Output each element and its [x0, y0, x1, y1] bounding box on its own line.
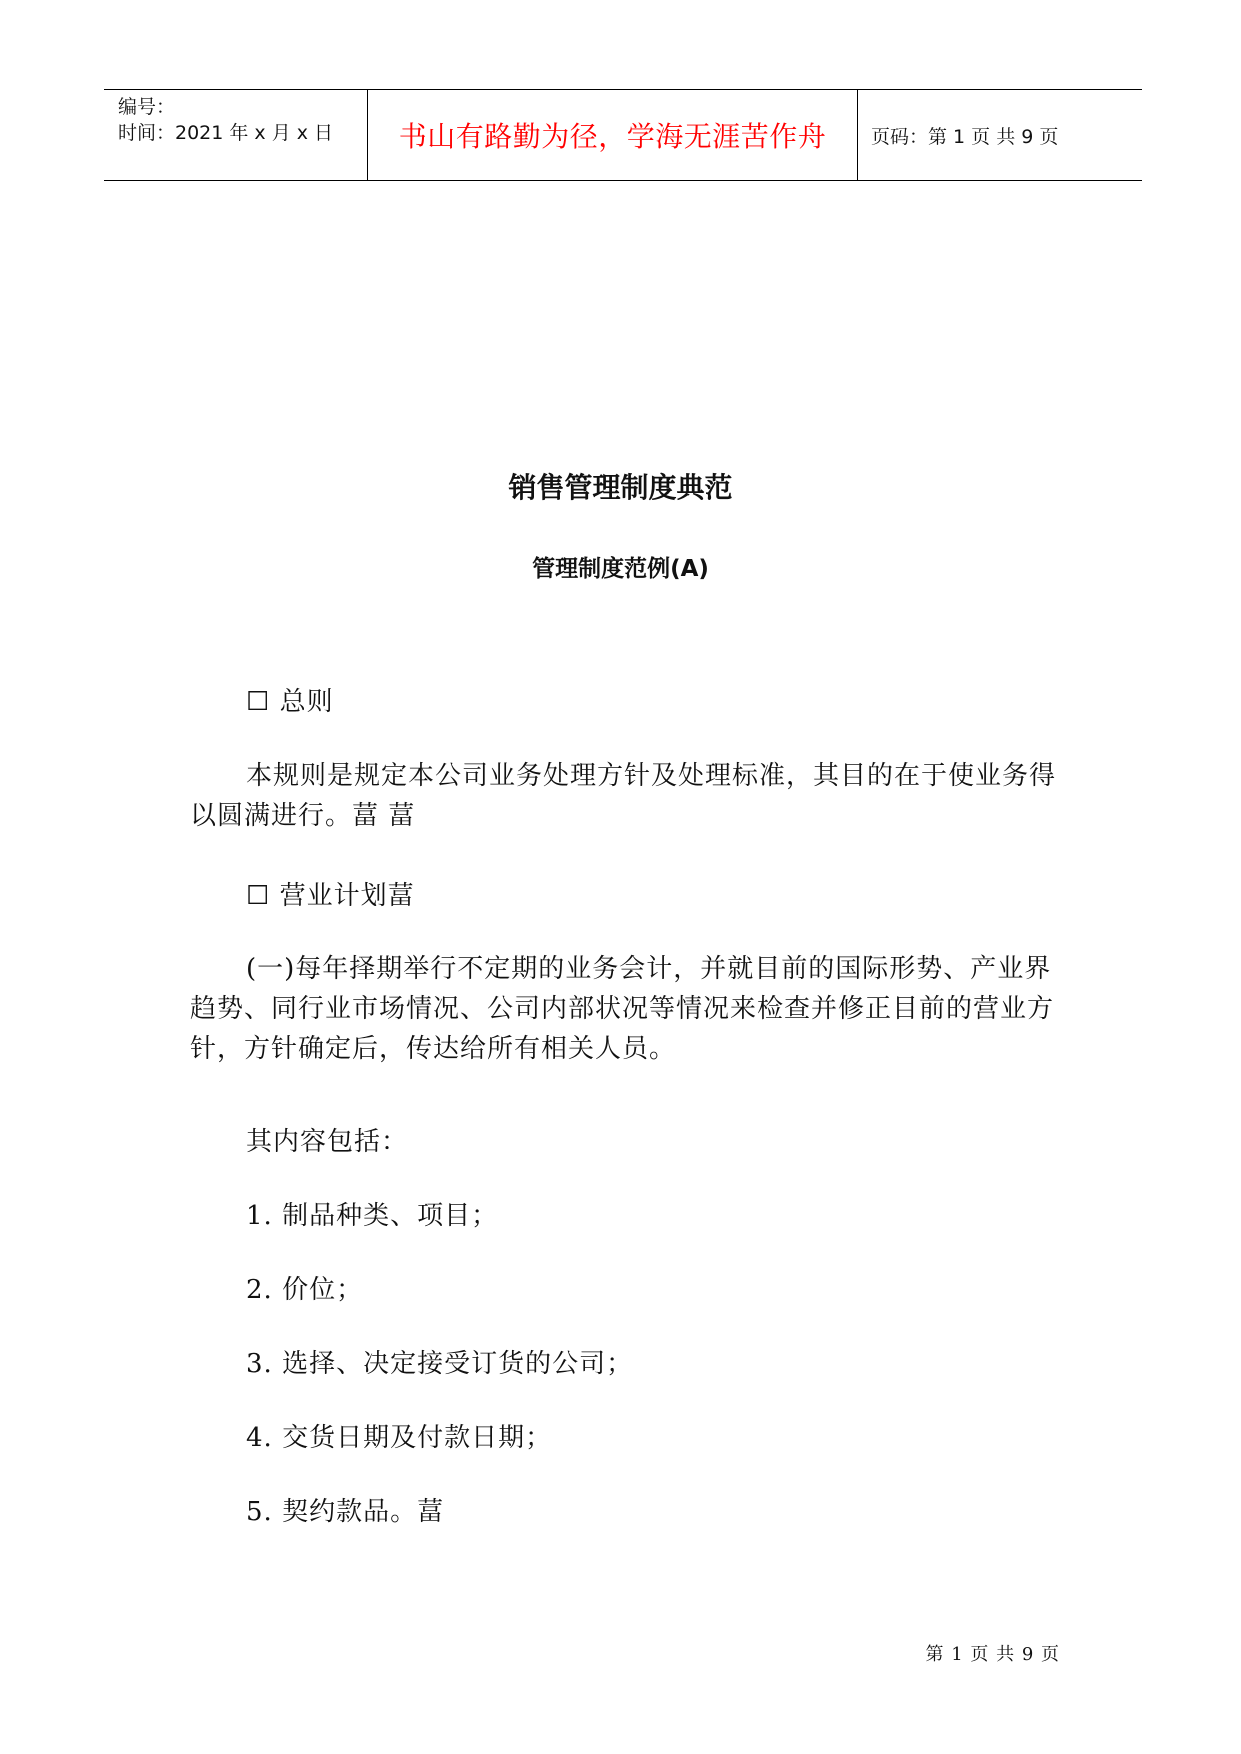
document-title: 销售管理制度典范 [508, 471, 733, 504]
footer-page-number: 第 1 页 共 9 页 [925, 1644, 1060, 1665]
motto-text: 书山有路勤为径，学海无涯苦作舟 [398, 120, 827, 153]
list-item: 4. 交货日期及付款日期； [246, 1423, 553, 1453]
list-item: 2. 价位； [246, 1275, 364, 1305]
content-intro: 其内容包括： [246, 1127, 409, 1157]
header-page-cell [858, 90, 1142, 180]
list-item: 1. 制品种类、项目； [246, 1201, 499, 1231]
header-meta-cell [104, 90, 368, 180]
section2-heading: ☐ 营业计划葍 [246, 881, 415, 911]
header-motto-cell [368, 90, 858, 180]
header-page-info: 页码：第 1 页 共 9 页 [871, 125, 1059, 148]
section1-paragraph: 本规则是规定本公司业务处理方针及处理标准，其目的在于使业务得以圆满进行。葍 葍 [190, 761, 1057, 831]
section1-heading: ☐ 总则 [246, 687, 334, 717]
list-item: 5. 契约款品。葍 [246, 1497, 445, 1527]
section2-paragraph: (一)每年择期举行不定期的业务会计，并就目前的国际形势、产业界趋势、同行业市场情况、公司内部状况等情况来检查并修正目前的营业方针，方针确定后，传达给所有相关人员。 [190, 954, 1055, 1064]
document-subtitle: 管理制度范例(A) [532, 556, 709, 582]
list-item: 3. 选择、决定接受订货的公司； [246, 1349, 634, 1379]
time-label: 时间：2021 年 x 月 x 日 [118, 122, 334, 144]
number-label: 编号： [118, 96, 176, 118]
header-table [104, 89, 1142, 181]
